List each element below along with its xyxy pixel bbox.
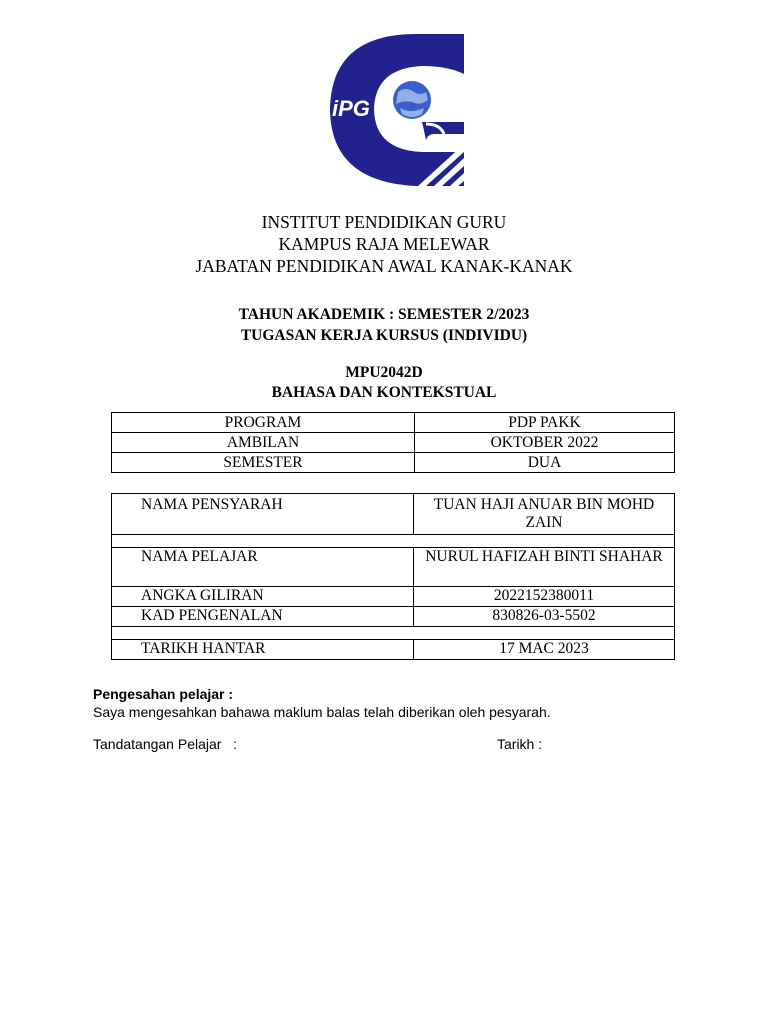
program-value: PDP PAKK [415, 413, 675, 433]
ic-number-label: KAD PENGENALAN [112, 607, 414, 627]
spacer-row [112, 535, 675, 548]
student-name-value: NURUL HAFIZAH BINTI SHAHAR [414, 548, 675, 587]
institution-heading [0, 211, 768, 277]
lecturer-label: NAMA PENSYARAH [112, 494, 414, 535]
institution-name: INSTITUT PENDIDIKAN GURU [261, 212, 507, 232]
program-label: PROGRAM [112, 413, 415, 433]
submission-date-label: TARIKH HANTAR [112, 640, 414, 660]
course-heading [0, 363, 768, 403]
spacer-row [112, 627, 675, 640]
course-code: MPU2042D [345, 364, 423, 381]
table-row [112, 587, 675, 607]
assignment-type: TUGASAN KERJA KURSUS (INDIVIDU) [240, 327, 528, 344]
submission-date-value: 17 MAC 2023 [414, 640, 675, 660]
confirmation-title: Pengesahan pelajar : [93, 686, 234, 702]
campus-name: KAMPUS RAJA MELEWAR [278, 234, 490, 254]
confirmation-text: Saya mengesahkan bahawa maklum balas telah diberikan oleh pesyarah. [93, 704, 551, 720]
ic-number-value: 830826-03-5502 [414, 607, 675, 627]
table-row [112, 453, 675, 473]
academic-heading [0, 304, 768, 346]
table-row [112, 640, 675, 660]
course-name: BAHASA DAN KONTEKSTUAL [271, 384, 497, 401]
index-number-value: 2022152380011 [414, 587, 675, 607]
lecturer-value: TUAN HAJI ANUAR BIN MOHD ZAIN [414, 494, 675, 535]
signature-label: Tandatangan Pelajar : [93, 736, 237, 752]
table-row [112, 607, 675, 627]
semester-label: SEMESTER [112, 453, 415, 473]
logo-text: iPG [332, 96, 370, 121]
department-name: JABATAN PENDIDIKAN AWAL KANAK-KANAK [195, 256, 573, 276]
academic-year: TAHUN AKADEMIK : SEMESTER 2/2023 [238, 306, 530, 323]
table-row [112, 413, 675, 433]
date-label: Tarikh : [497, 736, 543, 752]
intake-label: AMBILAN [112, 433, 415, 453]
semester-value: DUA [415, 453, 675, 473]
intake-value: OKTOBER 2022 [415, 433, 675, 453]
table-row [112, 433, 675, 453]
table-row [112, 548, 675, 587]
table-row [112, 494, 675, 535]
student-name-label: NAMA PELAJAR [112, 548, 414, 587]
program-table [111, 412, 675, 473]
index-number-label: ANGKA GILIRAN [112, 587, 414, 607]
student-info-table [111, 493, 675, 660]
